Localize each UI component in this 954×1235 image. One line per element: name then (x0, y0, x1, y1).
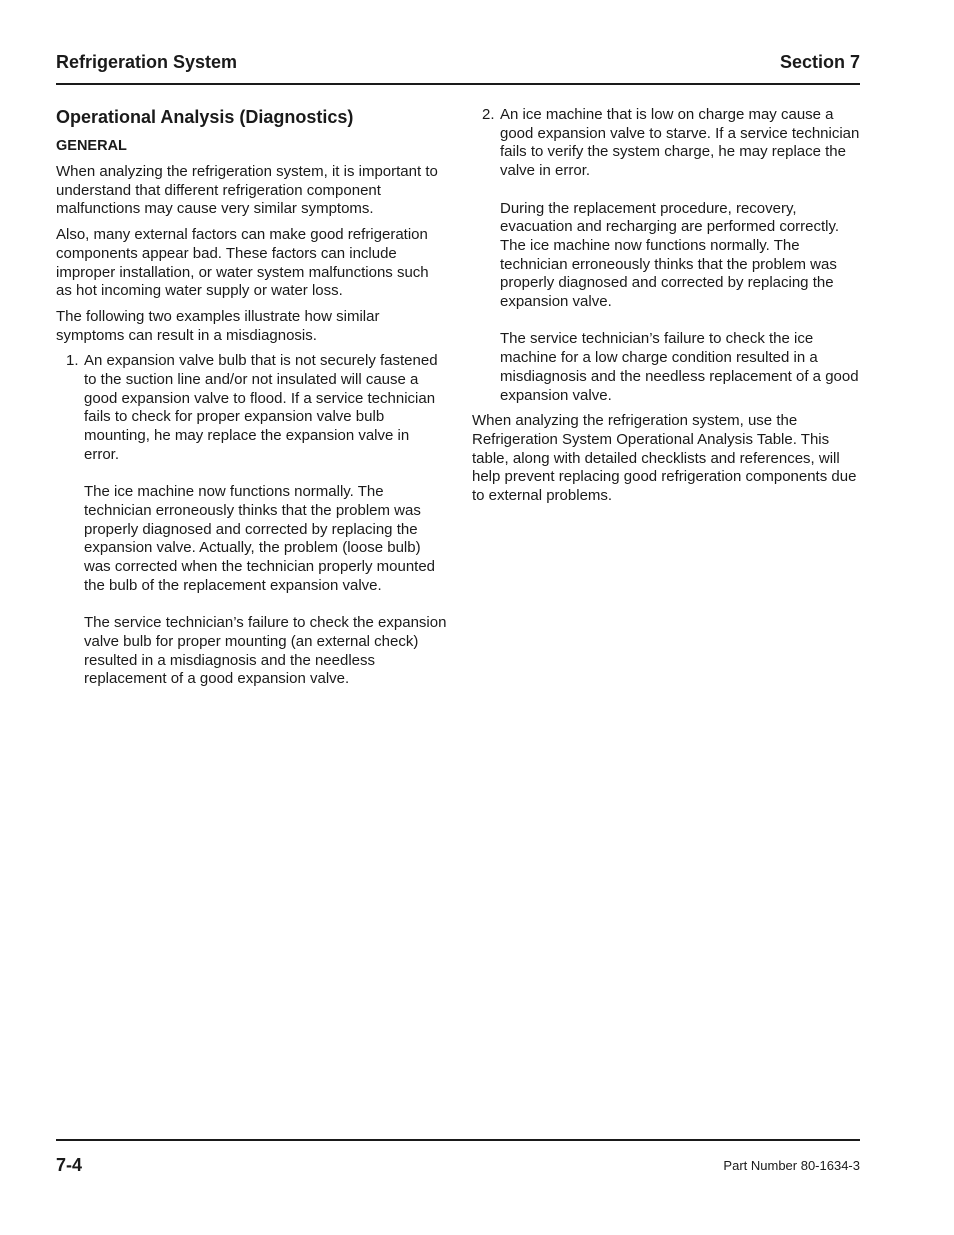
list-paragraph: An expansion valve bulb that is not securely fastened to the suction line and/or not insulated will cause a good expansion valve to flood. If a service technician fails to check for proper expansion valve bulb mounting, he may replace the expansion valve in error. (84, 352, 438, 463)
list-paragraph: The service technician’s failure to check the ice machine for a low charge condition resulted in a misdiagnosis and the needless replacement of a good expansion valve. (500, 330, 859, 404)
body-paragraph: The following two examples illustrate how similar symptoms can result in a misdiagnosis. (56, 307, 380, 344)
section-title: Operational Analysis (Diagnostics) (56, 107, 354, 127)
body-paragraph: Also, many external factors can make good refrigeration components appear bad. These factors can include improper installation, or water system malfunctions such as hot incoming water supply or water loss. (56, 226, 429, 300)
list-item-1 (56, 352, 448, 689)
closing-paragraph: When analyzing the refrigeration system, use the Refrigeration System Operational Analysis Table. This table, along with detailed checklists and references, will help prevent replacing good refrigeration components due to external problems. (472, 412, 857, 505)
subheading-general: GENERAL (56, 138, 127, 154)
list-paragraph: During the replacement procedure, recovery, evacuation and recharging are performed correctly. The ice machine now functions normally. The technician erroneously thinks that the problem was properly diagnosed and corrected by replacing the expansion valve. (500, 199, 840, 311)
page-number: 7-4 (56, 1155, 83, 1175)
right-column (472, 106, 864, 513)
header-section-label: Section 7 (779, 52, 860, 72)
page-header (56, 50, 860, 74)
list-item-2 (472, 106, 864, 405)
left-column (56, 106, 448, 696)
body-paragraph: When analyzing the refrigeration system, it is important to understand that different refrigeration component malfunctions may cause very similar symptoms. (56, 163, 438, 218)
header-divider (56, 83, 860, 85)
part-number: Part Number 80-1634-3 (723, 1158, 860, 1173)
list-paragraph: The service technician’s failure to check the expansion valve bulb for proper mounting (an external check) resulted in a misdiagnosis and the needless replacement of a good expansion valve. (84, 614, 447, 688)
list-number: 2. (482, 106, 495, 123)
header-chapter-title: Refrigeration System (56, 52, 238, 72)
list-paragraph: The ice machine now functions normally. The technician erroneously thinks that the problem was properly diagnosed and corrected by replacing the expansion valve. Actually, the problem (loose bulb) was corrected when the technician properly mounted the bulb of the replacement expansion valve. (84, 483, 436, 594)
list-paragraph: An ice machine that is low on charge may cause a good expansion valve to starve. If a service technician fails to verify the system charge, he may replace the valve in error. (500, 106, 860, 180)
list-number: 1. (66, 352, 79, 370)
footer-divider (56, 1139, 860, 1141)
